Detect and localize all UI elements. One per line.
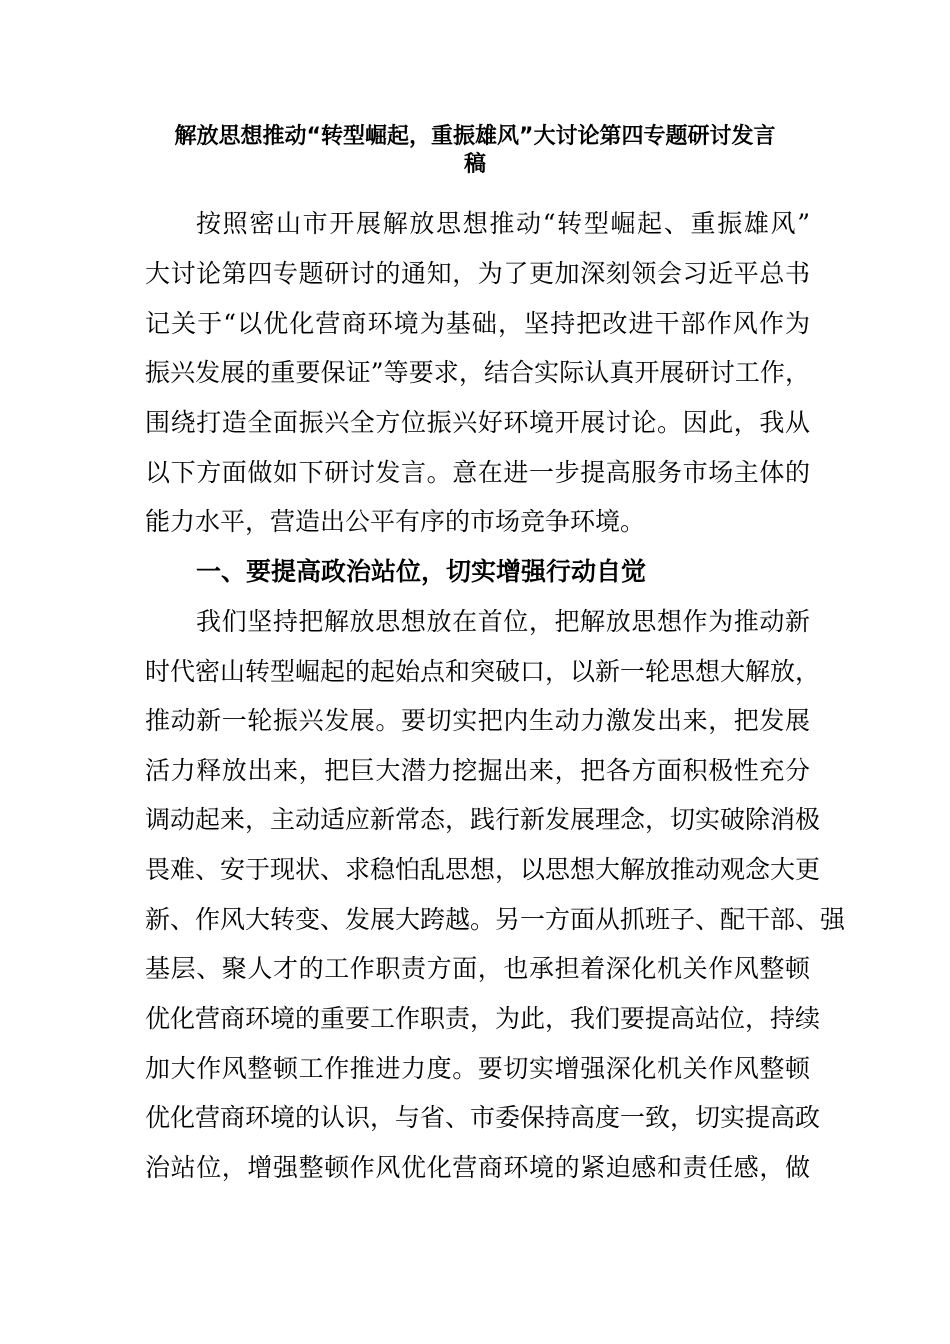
paragraph-1-line: 按照密山市开展解放思想推动“转型崛起、重振雄风” (196, 209, 810, 238)
paragraph-2-line: 加大作风整顿工作推进力度。要切实增强深化机关作风整顿 (145, 1054, 810, 1083)
paragraph-2-line: 我们坚持把解放思想放在首位，把解放思想作为推动新 (196, 607, 810, 636)
paragraph-2-line: 治站位，增强整顿作风优化营商环境的紧迫感和责任感，做 (145, 1153, 810, 1182)
paragraph-2-line: 调动起来，主动适应新常态，践行新发展理念，切实破除消极 (145, 805, 821, 834)
paragraph-1-line: 围绕打造全面振兴全方位振兴好环境开展讨论。因此，我从 (145, 408, 810, 437)
paragraph-2-line: 时代密山转型崛起的起始点和突破口，以新一轮思想大解放， (145, 657, 821, 686)
section-heading: 一、要提高政治站位，切实增强行动自觉 (196, 557, 647, 586)
paragraph-1-line: 以下方面做如下研讨发言。意在进一步提高服务市场主体的 (145, 458, 810, 487)
paragraph-1-line: 大讨论第四专题研讨的通知，为了更加深刻领会习近平总书 (145, 259, 810, 288)
paragraph-2-line: 推动新一轮振兴发展。要切实把内生动力激发出来，把发展 (145, 706, 810, 735)
paragraph-2-line: 活力释放出来，把巨大潜力挖掘出来，把各方面积极性充分 (145, 756, 810, 785)
paragraph-2-line: 新、作风大转变、发展大跨越。另一方面从抓班子、配干部、强 (145, 905, 846, 934)
title-line-2: 稿 (463, 152, 486, 177)
document-title (120, 123, 830, 179)
paragraph-2-line: 优化营商环境的重要工作职责，为此，我们要提高站位，持续 (145, 1004, 821, 1033)
paragraph-2-line: 基层、聚人才的工作职责方面，也承担着深化机关作风整顿 (145, 954, 810, 983)
paragraph-1-line: 记关于“以优化营商环境为基础，坚持把改进干部作风作为 (145, 309, 810, 338)
paragraph-1-line: 振兴发展的重要保证”等要求，结合实际认真开展研讨工作， (145, 358, 810, 387)
paragraph-2-line: 优化营商环境的认识，与省、市委保持高度一致，切实提高政 (145, 1103, 821, 1132)
paragraph-1-line: 能力水平，营造出公平有序的市场竞争环境。 (145, 507, 646, 536)
title-line-1: 解放思想推动“转型崛起，重振雄风”大讨论第四专题研讨发言 (174, 124, 776, 149)
paragraph-2-line: 畏难、安于现状、求稳怕乱思想，以思想大解放推动观念大更 (145, 855, 821, 884)
